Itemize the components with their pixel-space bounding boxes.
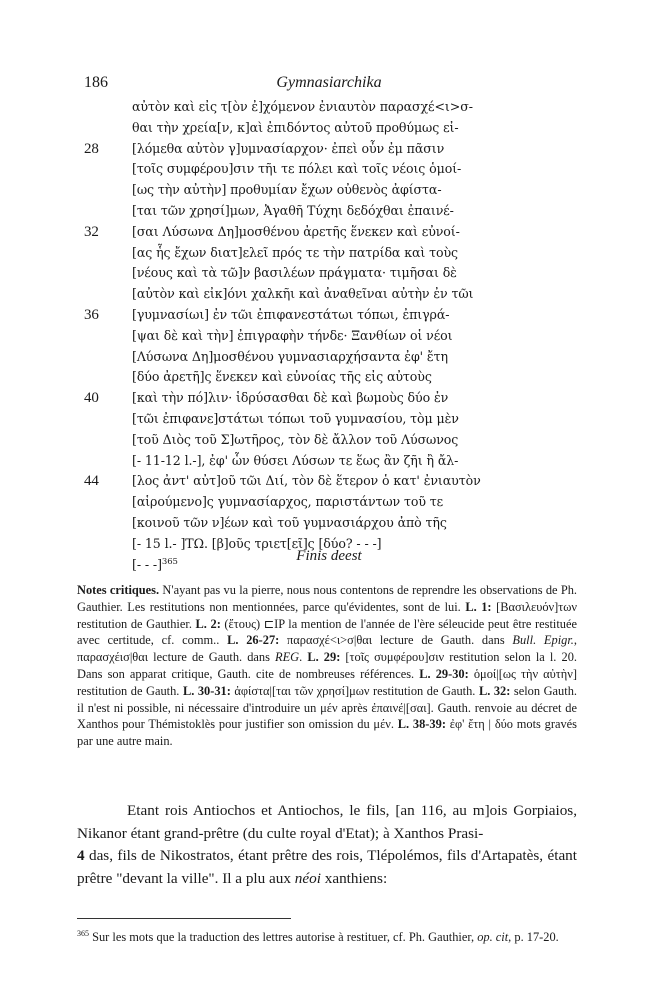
- footnote-reference: op. cit: [477, 930, 509, 945]
- greek-line-number: 32: [84, 223, 99, 240]
- greek-line-content: [σαι Λύσωνα Δη]μοσθένου ἀρετῆς ἕνεκεν καὶ εὐνοί-: [132, 223, 460, 239]
- greek-line: [84, 451, 584, 472]
- french-translation: [77, 800, 577, 890]
- translation-paragraph: Etant rois Antiochos et Antiochos, le fils, [an 116, au m]ois Gorpiaios, Nikanor étant grand-prêtre (du culte royal d'Etat); à Xanthos Prasi-: [77, 802, 577, 842]
- note-reference: REG: [275, 650, 300, 665]
- note-label: L. 2:: [195, 616, 221, 631]
- greek-line: [84, 367, 584, 388]
- greek-line-number: 28: [84, 140, 99, 157]
- footnote-marker: 365: [161, 556, 178, 567]
- page-header: [84, 74, 574, 98]
- greek-line-text: [132, 159, 461, 180]
- greek-line-text: [132, 118, 459, 139]
- greek-line-content: [τοῦ Διὸς τοῦ Σ]ωτῆρος, τὸν δὲ ἄλλον τοῦ Λύσωνος: [132, 431, 459, 447]
- greek-line-text: [132, 180, 441, 201]
- greek-line-content: [λόμεθα αὐτὸν γ]υμνασίαρχον· ἐπεὶ οὖν ἐμ πᾶσιν: [132, 140, 445, 156]
- greek-line-content: [καὶ τὴν πό]λιν· ἱδρύσασθαι δὲ καὶ βωμοὺς δύο ἐν: [132, 390, 449, 406]
- greek-line-content: [γυμνασίωι] ἐν τῶι ἐπιφανεστάτωι τόπωι, ἐπιγρά-: [132, 306, 450, 322]
- greek-line-text: [132, 243, 458, 264]
- footnote-number: 365: [77, 929, 89, 938]
- greek-line: [84, 243, 584, 264]
- notes-heading: Notes critiques.: [77, 583, 160, 597]
- greek-line-content: [ται τῶν χρησί]μων, Ἀγαθῆ Τύχηι δεδόχθαι ἐπαινέ-: [132, 202, 454, 218]
- greek-line-text: [132, 492, 443, 513]
- footnote-365: [77, 925, 577, 946]
- greek-line-content: [δύο ἀρετῆ]ς ἕνεκεν καὶ εὐνοίας τῆς εἰς αὐτοὺς: [132, 369, 432, 385]
- greek-line-content: [ας ἧς ἔχων διατ]ελεῖ πρός τε τὴν πατρίδα καὶ τοὺς: [132, 244, 459, 260]
- greek-line: [84, 513, 584, 534]
- greek-line-text: [132, 97, 473, 118]
- greek-line-number: 40: [84, 390, 99, 407]
- greek-line-number: 44: [84, 473, 99, 490]
- greek-line-content: αὐτὸν καὶ εἰς τ[ὸν ἐ]χόμενον ἐνιαυτὸν παρασχέ<ι>σ-: [132, 99, 473, 114]
- note-label: L. 30-31:: [182, 683, 231, 698]
- greek-line-text: [132, 139, 444, 160]
- footnote-text: Sur les mots que la traduction des lettres autorise à restituer, cf. Ph. Gauthier,: [89, 930, 478, 945]
- greek-line-content: [τοῖς συμφέρου]σιν τῆι τε πόλει καὶ τοῖς νέοις ὁμοί-: [132, 161, 462, 177]
- greek-line-content: [αὐτὸν καὶ εἰκ]όνι χαλκῆι καὶ ἀναθεῖναι αὐτὴν ἐν τῶι: [132, 286, 474, 302]
- greek-line-text: [132, 430, 458, 451]
- greek-line-text: [132, 284, 473, 305]
- note-label: L. 38-39:: [397, 717, 446, 732]
- critical-notes: [77, 582, 577, 750]
- greek-line-text: [132, 471, 481, 492]
- note-text: ἐφ' ἔτη | δύο mots gravés par une autre main.: [77, 717, 577, 749]
- greek-line-content: [κοινοῦ τῶν ν]έων καὶ τοῦ γυμνασιάρχου ἀπὸ τῆς: [132, 514, 447, 530]
- page-number: 186: [84, 74, 108, 91]
- note-label: L. 32:: [478, 683, 511, 698]
- greek-line: [84, 388, 584, 409]
- greek-line: [84, 139, 584, 160]
- note-label: L. 29:: [307, 650, 341, 665]
- greek-line: [84, 492, 584, 513]
- note-text: ἀφίστα|[ται τῶν χρησί]μων restitution de Gauth.: [230, 683, 479, 698]
- note-reference: Bull. Epigr.: [512, 633, 574, 648]
- footnote-rule: [77, 918, 291, 919]
- note-text: ὁμοί|[ως τὴν αὐτὴν] restitution de Gauth.: [77, 666, 577, 698]
- greek-line-text: [132, 222, 460, 243]
- note-text: (ἔτους) ⊏IP la mention de l'année de l'ère séleucide peut être restituée avec certitude, cf. comm..: [77, 616, 577, 648]
- note-text: [τοῖς συμφέρου]σιν restitution selon la l. 20. Dans son apparat critique, Gauth. cite de nombreuses références.: [77, 650, 577, 681]
- greek-line-content: θαι τὴν χρεία[ν, κ]αὶ ἐπιδόντος αὐτοῦ προθύμως εἰ-: [132, 119, 459, 135]
- greek-line-text: [132, 326, 452, 347]
- greek-line: [84, 347, 584, 368]
- greek-line: [84, 409, 584, 430]
- greek-line-text: [132, 263, 457, 284]
- line-number: 4: [77, 847, 85, 865]
- greek-line-content: [ως τὴν αὐτὴν] προθυμίαν ἔχων οὐθενὸς ἀφίστα-: [132, 182, 442, 198]
- greek-line: [84, 180, 584, 201]
- greek-line-text: [132, 367, 432, 388]
- greek-line-text: [132, 388, 448, 409]
- translation-text: das, fils de Nikostratos, étant prêtre des rois, Tlépolémos, fils d'Artapatès, étant prêtre "devant la ville". Il a plu aux: [77, 847, 577, 887]
- greek-line: [84, 284, 584, 305]
- greek-line-content: [αἱρούμενο]ς γυμνασίαρχος, παριστάντων τοῦ τε: [132, 494, 444, 510]
- greek-line: [84, 326, 584, 347]
- running-title: Gymnasiarchika: [276, 74, 382, 91]
- greek-line-content: [Λύσωνα Δη]μοσθένου γυμνασιαρχήσαντα ἐφ' ἔτη: [132, 348, 448, 364]
- greek-line-content: [- 15 l.- ]ΤΩ. [β]οῦς τριετ[εῖ]ς [δύο? - - -]: [132, 535, 382, 551]
- greek-line: [84, 201, 584, 222]
- finis-deest: Finis deest: [296, 548, 362, 564]
- note-text: [Βασιλευόν]των restitution de Gauthier.: [77, 599, 578, 631]
- greek-line-content: [- - -]: [132, 556, 162, 572]
- translation-text: xanthiens:: [320, 869, 388, 887]
- greek-line-content: [νέους καὶ τὰ τῶ]ν βασιλέων πράγματα· τιμῆσαι δὲ: [132, 265, 457, 281]
- greek-line: [84, 430, 584, 451]
- greek-line: [84, 471, 584, 492]
- note-label: L. 1:: [465, 599, 492, 614]
- greek-line-text: [132, 513, 447, 534]
- italic-term: néoi: [294, 869, 321, 887]
- greek-line-content: [λος ἀντ' αὐτ]οῦ τῶι Διί, τὸν δὲ ἕτερον ὁ κατ' ἐνιαυτὸν: [132, 473, 481, 489]
- note-text: παρασχέ<ι>σ|θαι lecture de Gauth. dans: [279, 633, 513, 648]
- greek-text-block: [84, 97, 584, 575]
- note-label: L. 29-30:: [419, 666, 469, 681]
- note-text: selon Gauth. il n'est ni possible, ni nécessaire d'introduire un μέν après ἐπαινέ|[σαι]. Gauth. renvoie au décret de Xanthos pour Thémistoklès pour justifier son omission du μέν.: [77, 683, 577, 732]
- greek-line: [84, 159, 584, 180]
- greek-line-number: 36: [84, 306, 99, 323]
- footnote-text: , p. 17-20.: [508, 930, 559, 945]
- translation-paragraph: [77, 845, 577, 890]
- note-label: L. 26-27:: [227, 633, 280, 648]
- greek-line-content: [ψαι δὲ καὶ τὴν] ἐπιγραφὴν τήνδε· Ξανθίων οἱ νέοι: [132, 327, 453, 343]
- greek-line: [84, 305, 584, 326]
- greek-line-text: [132, 201, 454, 222]
- note-text: .: [299, 650, 308, 665]
- greek-line: [84, 222, 584, 243]
- greek-line-text: [132, 347, 448, 368]
- note-text: , παρασχέισ|θαι lecture de Gauth. dans: [77, 633, 577, 665]
- greek-line-text: [132, 305, 449, 326]
- notes-intro: N'ayant pas vu la pierre, nous nous contentons de reprendre les observations de Ph. Gauthier. Les restitutions non mentionnées, parce qu'évidentes, sont de lui.: [77, 583, 577, 614]
- greek-line: [84, 118, 584, 139]
- greek-line: [84, 263, 584, 284]
- greek-line-content: [τῶι ἐπιφανε]στάτωι τόπωι τοῦ γυμνασίου, τὸμ μὲν: [132, 410, 459, 426]
- greek-line: [84, 97, 584, 118]
- greek-line-content: [- 11-12 l.-], ἐφ' ὧν θύσει Λύσων τε ἕως ἂν ζῆι ἢ ἄλ-: [132, 452, 459, 468]
- greek-line-text: [132, 451, 458, 472]
- greek-line-text: [132, 409, 459, 430]
